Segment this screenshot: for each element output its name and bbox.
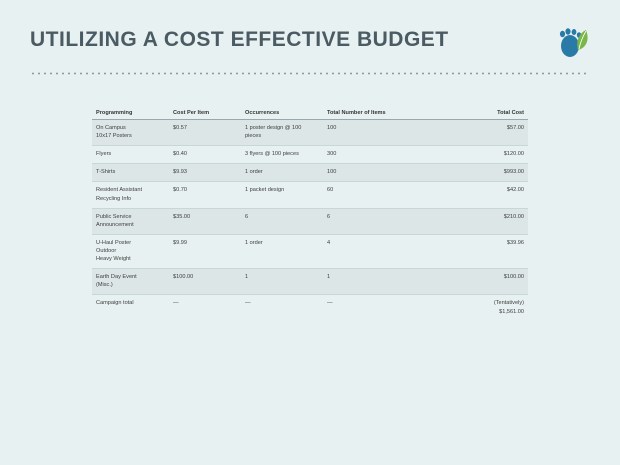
cell-programming: On Campus 10x17 Posters [92, 120, 169, 146]
column-header-occurrences: Occurrences [241, 108, 323, 120]
cell-total-cost: $57.00 [433, 120, 528, 146]
budget-table [92, 108, 528, 321]
cell-cost-per-item: $0.57 [169, 120, 241, 146]
cell-programming: U-Haul Poster Outdoor Heavy Weight [92, 234, 169, 268]
cell-total-cost: $120.00 [433, 146, 528, 164]
table-row [92, 208, 528, 234]
cell-total-number-of-items: — [327, 300, 333, 307]
cell-cost-per-item: $0.70 [169, 182, 241, 208]
cell-occurrences: 1 [241, 269, 323, 295]
cell-total-cost: $993.00 [433, 164, 528, 182]
cell-occurrences: 3 flyers @ 100 pieces [241, 146, 323, 164]
cell-total-cost: $210.00 [433, 208, 528, 234]
cell-total-number-of-items: 100 [323, 120, 433, 146]
cell-programming: Resident Assistant Recycling Info [92, 182, 169, 208]
cell-occurrences: 6 [241, 208, 323, 234]
page-title: UTILIZING A COST EFFECTIVE BUDGET [30, 28, 449, 51]
cell-programming: Earth Day Event (Misc.) [92, 269, 169, 295]
header-divider [30, 72, 590, 75]
cell-programming: Public Service Announcement [92, 208, 169, 234]
cell-occurrences: 1 order [241, 164, 323, 182]
cell-occurrences: — [245, 300, 251, 307]
cell-total-cost: $42.00 [433, 182, 528, 208]
cell-cost-per-item: $100.00 [169, 269, 241, 295]
table-row [92, 146, 528, 164]
cell-total-cost: (Tentatively) $1,561.00 [493, 300, 524, 315]
table-row [92, 234, 528, 268]
cell-total-cost: $100.00 [433, 269, 528, 295]
cell-total-number-of-items: 6 [323, 208, 433, 234]
column-header-total-number-of-items: Total Number of Items [323, 108, 433, 120]
budget-table-container [92, 108, 528, 321]
cell-cost-per-item: $9.99 [169, 234, 241, 268]
table-header-row [92, 108, 528, 120]
cell-total-number-of-items: 4 [323, 234, 433, 268]
cell-programming: Flyers [92, 146, 169, 164]
cell-total-number-of-items: 100 [323, 164, 433, 182]
table-row [92, 120, 528, 146]
cell-programming: T-Shirts [92, 164, 169, 182]
cell-cost-per-item: — [173, 300, 179, 307]
cell-occurrences: 1 packet design [241, 182, 323, 208]
cell-total-number-of-items: 1 [323, 269, 433, 295]
cell-cost-per-item: $35.00 [169, 208, 241, 234]
table-row [92, 164, 528, 182]
cell-total-number-of-items: 300 [323, 146, 433, 164]
column-header-total-cost: Total Cost [433, 108, 528, 120]
cell-occurrences: 1 poster design @ 100 pieces [241, 120, 323, 146]
cell-total-number-of-items: 60 [323, 182, 433, 208]
leaf-footprint-logo-icon [556, 26, 594, 60]
table-row-total [92, 295, 528, 321]
column-header-cost-per-item: Cost Per Item [169, 108, 241, 120]
column-header-programming: Programming [92, 108, 169, 120]
cell-cost-per-item: $9.93 [169, 164, 241, 182]
cell-total-cost: $39.96 [433, 234, 528, 268]
cell-cost-per-item: $0.40 [169, 146, 241, 164]
table-row [92, 182, 528, 208]
table-row [92, 269, 528, 295]
cell-occurrences: 1 order [241, 234, 323, 268]
cell-programming: Campaign total [96, 300, 134, 307]
